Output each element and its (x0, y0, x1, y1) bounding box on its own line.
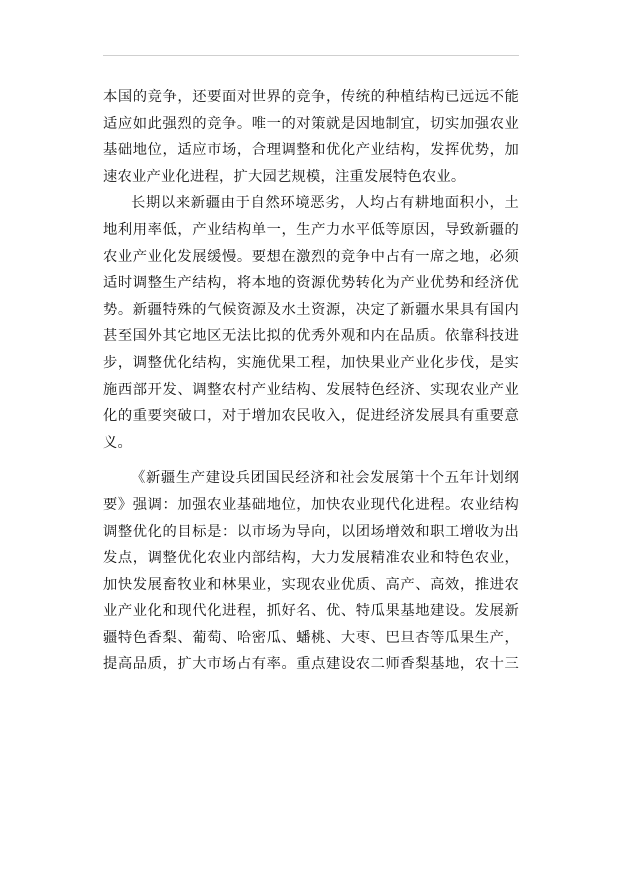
text-line: 步，调整优化结构，实施优果工程，加快果业产业化步伐，是实 (103, 354, 519, 371)
text-line: 化的重要突破口，对于增加农民收入，促进经济发展具有重要意 (103, 408, 519, 425)
document-body (103, 84, 519, 678)
text-line: 本国的竞争，还要面对世界的竞争，传统的种植结构已远远不能 (103, 89, 519, 105)
text-line: 基础地位，适应市场，合理调整和优化产业结构，发挥优势，加 (103, 142, 519, 159)
text-line: 适应如此强烈的竞争。唯一的对策就是因地制宜，切实加强农业 (103, 115, 519, 132)
text-line: 义。 (103, 434, 132, 451)
paragraph (103, 84, 519, 190)
text-line: 发点，调整优化农业内部结构，大力发展精准农业和特色农业， (103, 550, 519, 567)
text-line: 势。新疆特殊的气候资源及水土资源，决定了新疆水果具有国内 (103, 301, 519, 318)
paragraph (103, 465, 519, 678)
text-line: 疆特色香梨、葡萄、哈密瓜、蟠桃、大枣、巴旦杏等瓜果生产， (103, 629, 519, 646)
text-line: 地利用率低，产业结构单一，生产力水平低等原因，导致新疆的 (103, 221, 519, 238)
text-line: 提高品质，扩大市场占有率。重点建设农二师香梨基地，农十三 (103, 656, 519, 673)
text-line: 施西部开发、调整农村产业结构、发展特色经济、实现农业产业 (103, 381, 519, 398)
text-line: 速农业产业化进程，扩大园艺规模，注重发展特色农业。 (103, 168, 466, 185)
text-line: 业产业化和现代化进程，抓好名、优、特瓜果基地建设。发展新 (103, 603, 519, 620)
text-line: 加快发展畜牧业和林果业，实现农业优质、高产、高效，推进农 (103, 576, 519, 593)
text-line: 甚至国外其它地区无法比拟的优秀外观和内在品质。依靠科技进 (103, 328, 519, 345)
header-divider (103, 55, 519, 56)
text-line: 要》强调：加强农业基础地位，加快农业现代化进程。农业结构 (103, 496, 519, 513)
text-line: 长期以来新疆由于自然环境恶劣，人均占有耕地面积小，土 (131, 195, 519, 212)
text-line: 农业产业化发展缓慢。要想在激烈的竞争中占有一席之地，必须 (103, 248, 519, 265)
paragraph-spacing (103, 456, 519, 465)
text-line: 调整优化的目标是：以市场为导向，以团场增效和职工增收为出 (103, 523, 519, 540)
paragraph (103, 190, 519, 456)
text-line: 适时调整生产结构，将本地的资源优势转化为产业优势和经济优 (103, 275, 519, 292)
text-line: 《新疆生产建设兵团国民经济和社会发展第十个五年计划纲 (131, 470, 519, 487)
